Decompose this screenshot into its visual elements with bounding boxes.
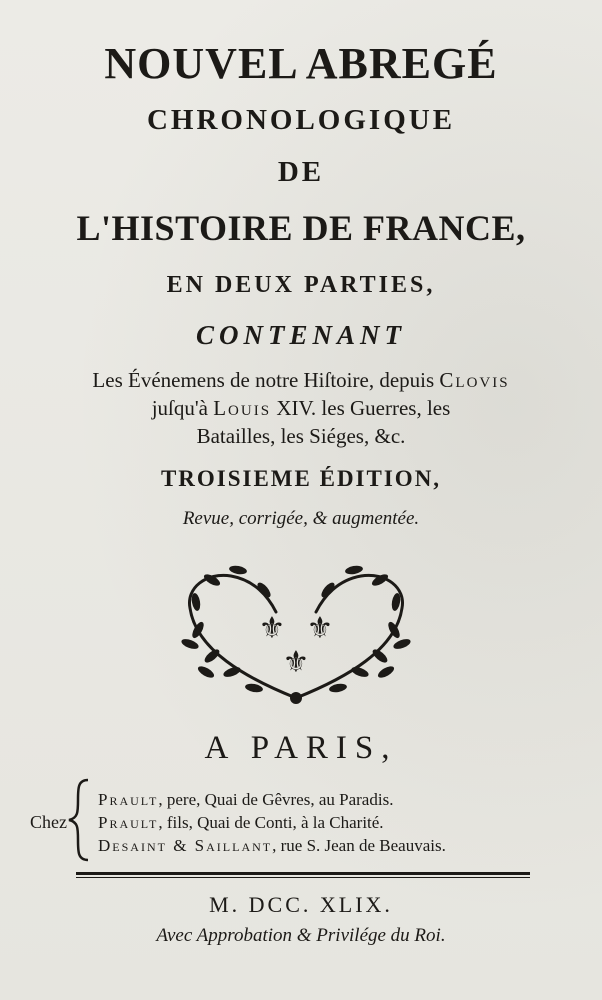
description-text: XIV. les Guerres, les xyxy=(271,396,451,420)
description-name-clovis: Clovis xyxy=(439,368,510,392)
publisher-address: , rue S. Jean de Beauvais. xyxy=(272,836,446,855)
svg-text:⚜: ⚜ xyxy=(258,611,286,646)
publisher-address: , pere, Quai de Gêvres, au Paradis. xyxy=(158,790,394,809)
description-text: juſqu'à xyxy=(151,396,214,420)
publisher-line-2 xyxy=(98,813,384,833)
publisher-address: , fils, Quai de Conti, à la Charité. xyxy=(158,813,384,832)
edition-note: Revue, corrigée, & augmentée. xyxy=(182,508,420,529)
publisher-name: Prault xyxy=(98,813,159,832)
svg-text:⚜: ⚜ xyxy=(282,645,310,680)
curly-brace-icon xyxy=(66,778,92,862)
title-line-2: CHRONOLOGIQUE xyxy=(146,104,456,136)
imprint-date: M. DCC. XLIX. xyxy=(209,892,393,917)
title-line-4: L'HISTOIRE DE FRANCE, xyxy=(76,208,526,248)
title-line-6: CONTENANT xyxy=(195,320,406,350)
publisher-name: Prault xyxy=(98,790,159,809)
title-line-5: EN DEUX PARTIES, xyxy=(166,272,436,298)
imprint-city: A PARIS, xyxy=(204,730,398,766)
divider-rule xyxy=(76,877,530,878)
svg-text:⚜: ⚜ xyxy=(306,611,334,646)
imprint-approbation: Avec Approbation & Privilége du Roi. xyxy=(156,925,446,946)
edition-label: TROISIEME ÉDITION, xyxy=(160,466,442,491)
description-line-1 xyxy=(0,368,602,393)
divider-rule xyxy=(76,872,530,875)
publisher-line-3 xyxy=(98,836,446,856)
title-line-3: DE xyxy=(277,156,325,188)
description-line-3: Batailles, les Siéges, &c. xyxy=(196,424,406,448)
description-name-louis: Louis xyxy=(213,396,272,420)
imprint-chez: Chez xyxy=(30,812,67,832)
description-line-2 xyxy=(0,396,602,421)
title-line-1: NOUVEL ABREGÉ xyxy=(104,39,498,88)
publisher-name: Desaint & Saillant xyxy=(98,836,273,855)
fleur-de-lis-wreath-icon xyxy=(176,560,416,710)
publisher-line-1 xyxy=(98,790,393,810)
description-text: Les Événemens de notre Hiſtoire, depuis xyxy=(92,368,440,392)
